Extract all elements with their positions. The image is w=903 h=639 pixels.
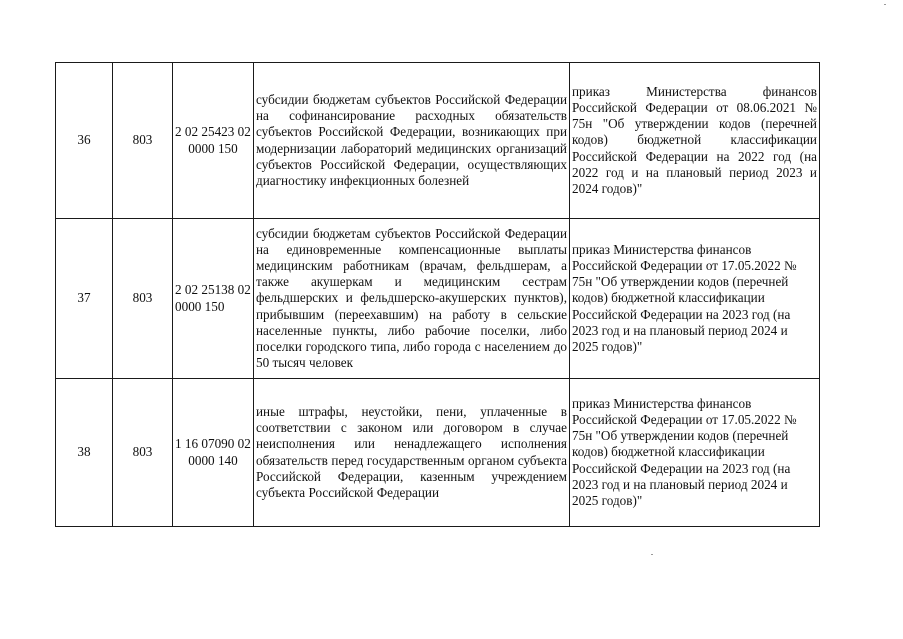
table-row	[56, 219, 820, 379]
scan-speck	[884, 4, 886, 5]
admin-code-cell: 803	[113, 219, 173, 379]
row-number-cell: 36	[56, 63, 113, 219]
budget-class-code-cell	[173, 379, 254, 527]
budget-codes-table	[55, 62, 820, 527]
table-row	[56, 379, 820, 527]
admin-code-cell: 803	[113, 379, 173, 527]
budget-class-code-part1: 2 02 25138 02	[175, 282, 251, 298]
budget-class-code-cell	[173, 219, 254, 379]
budget-class-code-part1: 2 02 25423 02	[175, 124, 251, 140]
legal-basis-cell: приказ Министерства финансов Российской Федерации от 17.05.2022 № 75н "Об утверждении кодов (перечней кодов) бюджетной классификации Российской Федерации на 2023 год (на 2023 год и на плановый период 2024 и 2025 годов)"	[570, 219, 820, 379]
budget-class-code-cell	[173, 63, 254, 219]
table-row	[56, 63, 820, 219]
row-number-cell: 38	[56, 379, 113, 527]
scan-speck	[651, 554, 653, 555]
budget-class-code-part2: 0000 140	[188, 452, 238, 468]
budget-class-code-part1: 1 16 07090 02	[175, 436, 251, 452]
budget-class-code-part2: 0000 150	[175, 298, 225, 314]
budget-class-code-part2: 0000 150	[188, 140, 238, 156]
admin-code-cell: 803	[113, 63, 173, 219]
revenue-description-cell: субсидии бюджетам субъектов Российской Федерации на единовременные компенсационные выплаты медицинским работникам (врачам, фельдшерам, а также акушеркам и медицинским сестрам фельдшерских и фельдшерско-акушерских пунктов), прибывшим (переехавшим) на работу в сельские населенные пункты, либо рабочие поселки, либо поселки городского типа, либо города с населением до 50 тысяч человек	[254, 219, 570, 379]
revenue-description-cell: субсидии бюджетам субъектов Российской Федерации на софинансирование расходных обязательств субъектов Российской Федерации, возникающих при модернизации лабораторий медицинских организаций субъектов Российской Федерации, осуществляющих диагностику инфекционных болезней	[254, 63, 570, 219]
row-number-cell: 37	[56, 219, 113, 379]
revenue-description-cell: иные штрафы, неустойки, пени, уплаченные в соответствии с законом или договором в случае неисполнения или ненадлежащего исполнения обязательств перед государственным органом субъекта Российской Федерации, казенным учреждением субъекта Российской Федерации	[254, 379, 570, 527]
legal-basis-cell: приказ Министерства финансов Российской Федерации от 17.05.2022 № 75н "Об утверждении кодов (перечней кодов) бюджетной классификации Российской Федерации на 2023 год (на 2023 год и на плановый период 2024 и 2025 годов)"	[570, 379, 820, 527]
legal-basis-cell: приказ Министерства финансов Российской Федерации от 08.06.2021 № 75н "Об утверждении кодов (перечней кодов) бюджетной классификации Российской Федерации на 2022 год (на 2022 год и на плановый период 2023 и 2024 годов)"	[570, 63, 820, 219]
